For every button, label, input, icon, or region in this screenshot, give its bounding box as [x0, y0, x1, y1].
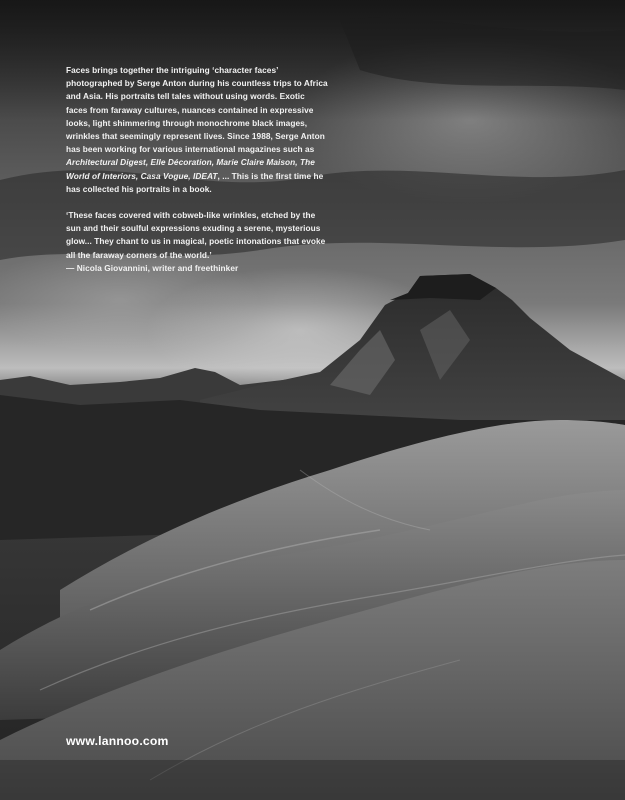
publisher-url[interactable]: www.lannoo.com	[66, 734, 169, 748]
blurb-paragraph	[66, 64, 328, 196]
magazine-titles: Architectural Digest, Elle Décoration, Marie Claire Maison, The World of Interiors, Casa Vogue, IDEAT	[66, 157, 315, 181]
quote-text: ‘These faces covered with cobweb-like wrinkles, etched by the sun and their soulful expressions exuding a serene, mysterious glow... They chant to us in magical, poetic intonations that evoke all the faraway corners of the world.’	[66, 210, 326, 260]
blurb-intro: Faces brings together the intriguing ‘character faces’ photographed by Serge Anton during his countless trips to Africa and Asia. His portraits tell tales without using words. Exotic faces from faraway cultures, nuances contained in expressive looks, light shimmering through monochrome black images, wrinkles that seemingly represent lives. Since 1988, Serge Anton has been working for various international magazines such as	[66, 65, 328, 155]
quote-attribution: — Nicola Giovannini, writer and freethinker	[66, 262, 239, 273]
quote-paragraph	[66, 209, 328, 275]
blurb-text	[66, 64, 328, 288]
blurb-closing: , ... This is the first time he has collected his portraits in a book.	[66, 170, 324, 194]
